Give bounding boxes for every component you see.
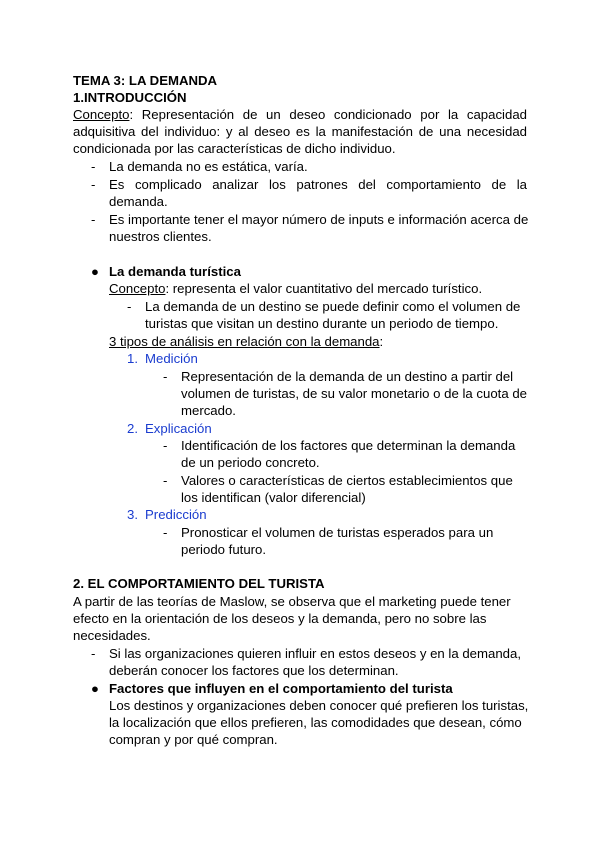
s2-intro-line: efecto en la orientación de los deseos y la demanda, pero no sobre las xyxy=(73,611,487,626)
demand-tourism-heading: La demanda turística xyxy=(109,264,241,279)
type-text: los identifican (valor diferencial) xyxy=(181,490,366,505)
sub-concept-label: Concepto xyxy=(109,281,166,296)
bullet-text: demanda. xyxy=(109,194,168,209)
type-text: Identificación de los factores que determinan la demanda xyxy=(181,438,516,453)
dash-marker: - xyxy=(163,438,168,453)
dash-marker: - xyxy=(163,525,168,540)
factors-heading: Factores que influyen en el comportamiento del turista xyxy=(109,681,453,696)
types-label: 3 tipos de análisis en relación con la demanda xyxy=(109,334,380,349)
dash-marker: - xyxy=(163,473,168,488)
concept-line-2: adquisitiva del individuo: y al deseo es la manifestación de una necesidad xyxy=(73,124,527,139)
type-text: mercado. xyxy=(181,403,236,418)
type-number: 1. xyxy=(127,351,138,366)
type-text: Representación de la demanda de un destino a partir del xyxy=(181,369,514,384)
document-title: TEMA 3: LA DEMANDA xyxy=(73,73,218,88)
type-text: periodo futuro. xyxy=(181,542,267,557)
factors-text: Los destinos y organizaciones deben conocer qué prefieren los turistas, xyxy=(109,698,529,713)
type-text: Valores o características de ciertos establecimientos que xyxy=(181,473,513,488)
s2-intro-line: A partir de las teorías de Maslow, se observa que el marketing puede tener xyxy=(73,594,511,609)
section-2-heading: 2. EL COMPORTAMIENTO DEL TURISTA xyxy=(73,576,325,591)
bullet-dot: ● xyxy=(91,681,99,696)
sub-dash-text: turistas que visitan un destino durante un periodo de tiempo. xyxy=(145,316,499,331)
type-name-medicion: Medición xyxy=(145,351,198,366)
bullet-text: La demanda no es estática, varía. xyxy=(109,159,308,174)
dash-marker: - xyxy=(163,369,168,384)
concept-line-3: condicionada por las características de dicho individuo. xyxy=(73,141,396,156)
factors-text: la localización que ellos prefieren, las comodidades que desean, cómo xyxy=(109,715,522,730)
type-name-prediccion: Predicción xyxy=(145,507,207,522)
bullet-dot: ● xyxy=(91,264,99,279)
sub-dash-text: La demanda de un destino se puede definir como el volumen de xyxy=(145,299,521,314)
dash-marker: - xyxy=(91,159,96,174)
type-text: de un periodo concreto. xyxy=(181,455,320,470)
type-number: 2. xyxy=(127,421,138,436)
bullet-text: Es importante tener el mayor número de inputs e información acerca de xyxy=(109,212,529,227)
type-text: volumen de turistas, de su valor monetario o de la cuota de xyxy=(181,386,528,401)
types-line: 3 tipos de análisis en relación con la demanda: xyxy=(109,334,384,349)
section-1-heading: 1.INTRODUCCIÓN xyxy=(73,90,187,105)
dash-marker: - xyxy=(127,299,132,314)
s2-dash-text: deberán conocer los factores que los determinan. xyxy=(109,663,399,678)
factors-text: compran y por qué compran. xyxy=(109,732,278,747)
dash-marker: - xyxy=(91,212,96,227)
s2-intro-line: necesidades. xyxy=(73,628,151,643)
s2-dash-text: Si las organizaciones quieren influir en estos deseos y en la demanda, xyxy=(109,646,521,661)
bullet-text: Es complicado analizar los patrones del comportamiento de la xyxy=(109,177,527,192)
bullet-text: nuestros clientes. xyxy=(109,229,212,244)
dash-marker: - xyxy=(91,646,96,661)
type-number: 3. xyxy=(127,507,138,522)
type-name-explicacion: Explicación xyxy=(145,421,212,436)
sub-concept-line: Concepto: representa el valor cuantitativo del mercado turístico. xyxy=(109,281,483,296)
concept-label: Concepto xyxy=(73,107,130,122)
type-text: Pronosticar el volumen de turistas esperados para un xyxy=(181,525,494,540)
concept-line-1: Concepto: Representación de un deseo condicionado por la capacidad xyxy=(73,107,527,122)
dash-marker: - xyxy=(91,177,96,192)
